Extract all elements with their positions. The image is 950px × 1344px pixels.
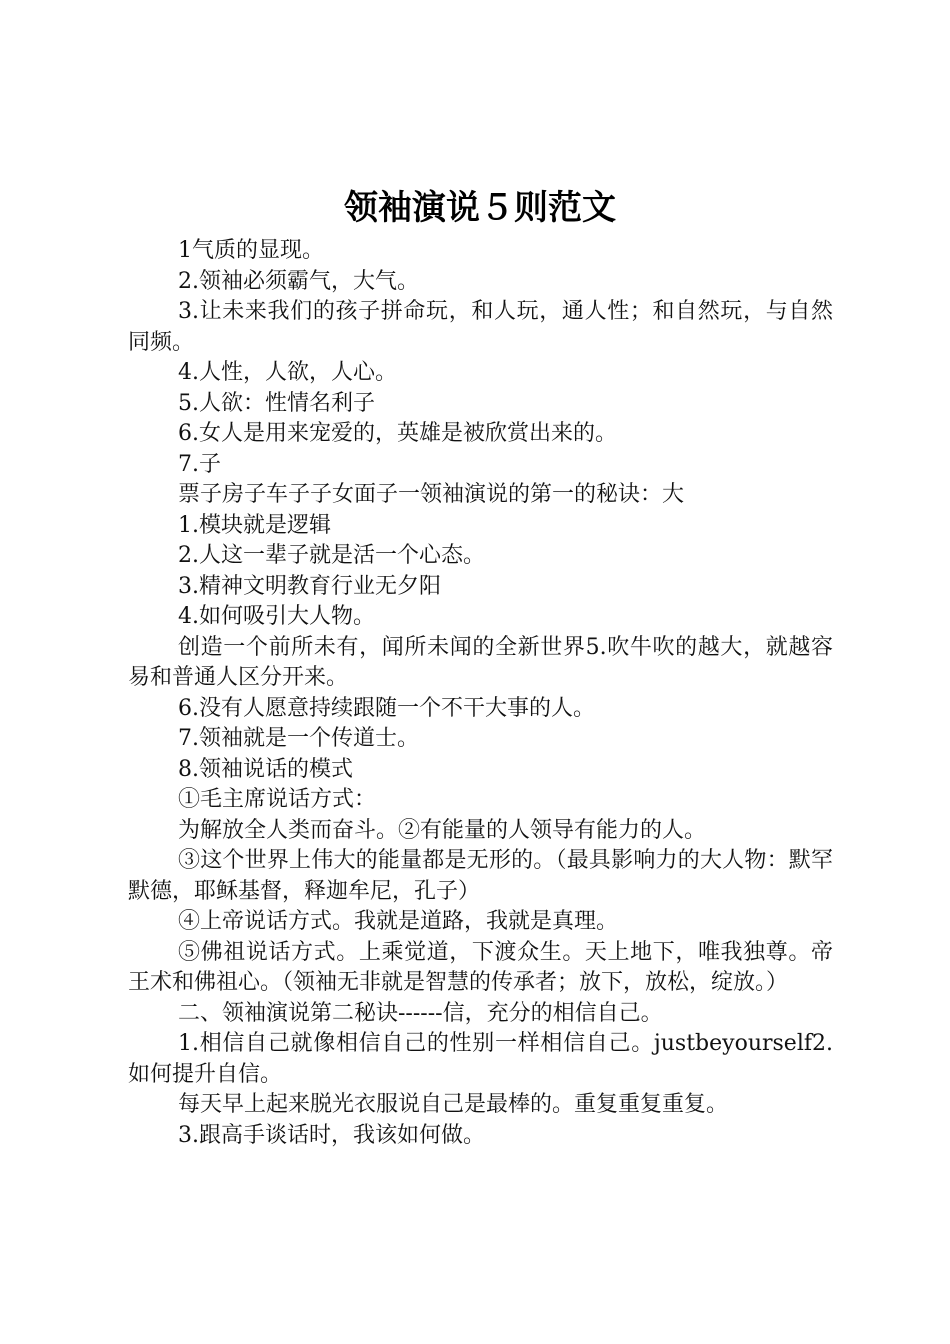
paragraph: 为解放全人类而奋斗。②有能量的人领导有能力的人。	[178, 817, 707, 843]
paragraph: 1气质的显现。	[178, 238, 324, 263]
paragraph: 7.子	[178, 451, 221, 477]
paragraph: 7.领袖就是一个传道士。	[178, 726, 419, 751]
paragraph: 8.领袖说话的模式	[178, 756, 353, 782]
document-body	[128, 236, 833, 1151]
paragraph: 3.跟高手谈话时，我该如何做。	[178, 1122, 485, 1148]
paragraph: 二、领袖演说第二秘诀------信，充分的相信自己。	[178, 1000, 663, 1026]
paragraph: 创造一个前所未有，闻所未闻的全新世界5.吹牛吹的越大，就越容易和普通人区分开来。	[128, 634, 833, 690]
paragraph: ④上帝说话方式。我就是道路，我就是真理。	[178, 909, 619, 934]
paragraph: 每天早上起来脱光衣服说自己是最棒的。重复重复重复。	[178, 1092, 729, 1117]
paragraph: 4.人性，人欲，人心。	[178, 360, 397, 385]
paragraph: ③这个世界上伟大的能量都是无形的。（最具影响力的大人物：默罕默德，耶稣基督，释迦牟尼，孔子）	[128, 848, 833, 904]
paragraph: ⑤佛祖说话方式。上乘觉道，下渡众生。天上地下，唯我独尊。帝王术和佛祖心。（领袖无非就是智慧的传承者；放下，放松，绽放。）	[128, 939, 833, 995]
paragraph: 1.模块就是逻辑	[178, 512, 331, 538]
paragraph: 5.人欲：性情名利子	[178, 390, 375, 416]
paragraph: ①毛主席说话方式：	[178, 787, 377, 812]
paragraph: 4.如何吸引大人物。	[178, 604, 375, 629]
document-title: 领袖演说５则范文	[344, 188, 616, 228]
paragraph: 3.精神文明教育行业无夕阳	[178, 573, 441, 599]
paragraph: 2.领袖必须霸气，大气。	[178, 268, 419, 294]
paragraph: 票子房子车子子女面子一领袖演说的第一的秘诀：大	[178, 482, 685, 507]
paragraph: 1.相信自己就像相信自己的性别一样相信自己。justbeyourself2.如何提升自信。	[128, 1031, 833, 1087]
paragraph: 6.女人是用来宠爱的，英雄是被欣赏出来的。	[178, 421, 617, 446]
paragraph: 6.没有人愿意持续跟随一个不干大事的人。	[178, 695, 595, 721]
paragraph: 2.人这一辈子就是活一个心态。	[178, 543, 485, 568]
paragraph: 3.让未来我们的孩子拼命玩，和人玩，通人性；和自然玩，与自然同频。	[128, 299, 833, 355]
